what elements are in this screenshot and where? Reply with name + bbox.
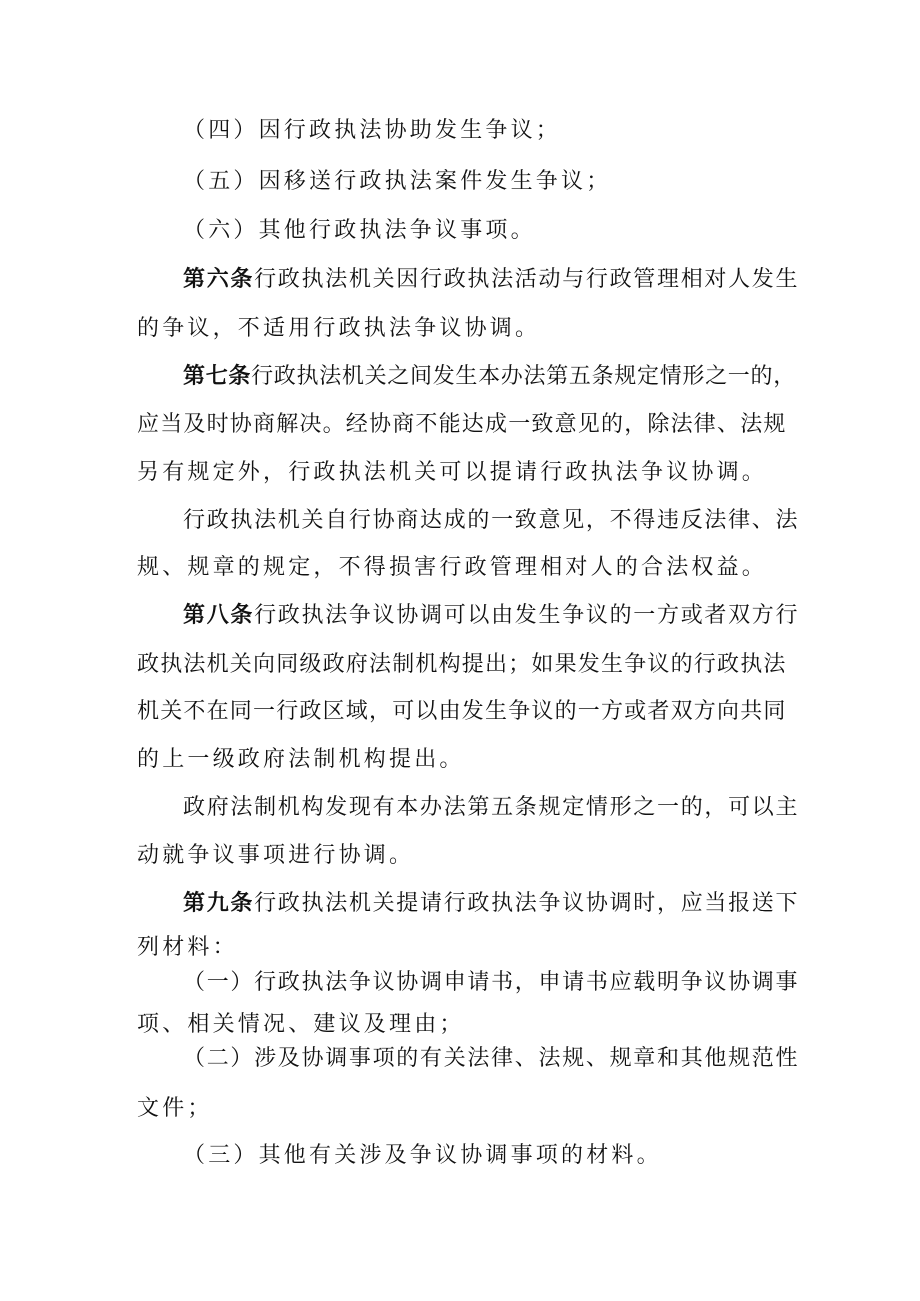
article-8-line-4: 的上一级政府法制机构提出。 — [137, 747, 465, 772]
article-7-para-2-line-1: 行政执法机关自行协商达成的一致意见，不得违反法律、法 — [183, 508, 800, 533]
article-9-line-2: 列材料： — [137, 935, 238, 960]
article-7-heading: 第七条 — [183, 364, 252, 389]
article-7-line-1 — [183, 362, 796, 392]
article-9-item-2-line-1: （二）涉及协调事项的有关法律、法规、规章和其他规范性 — [183, 1046, 800, 1071]
article-8-line-1 — [183, 601, 799, 631]
article-9-item-1-line-1: （一）行政执法争议协调申请书，申请书应载明争议协调事 — [183, 970, 800, 995]
item-5: （五）因移送行政执法案件发生争议； — [183, 169, 612, 194]
article-9-heading: 第九条 — [183, 891, 255, 916]
article-6-heading: 第六条 — [183, 267, 255, 292]
article-9-item-2-line-2: 文件； — [137, 1096, 213, 1121]
article-7-para-2-line-2: 规、规章的规定，不得损害行政管理相对人的合法权益。 — [137, 555, 768, 580]
article-8-text-1: 行政执法争议协调可以由发生争议的一方或者双方行 — [254, 603, 800, 628]
article-8-para-2-line-1: 政府法制机构发现有本办法第五条规定情形之一的，可以主 — [183, 795, 800, 820]
article-8-heading: 第八条 — [183, 603, 255, 628]
article-9-text-1: 行政执法机关提请行政执法争议协调时，应当报送下 — [254, 891, 800, 916]
article-9-item-1-line-2: 项、相关情况、建议及理由； — [137, 1012, 465, 1037]
article-6-line-1 — [183, 265, 799, 295]
article-6-line-2: 的争议，不适用行政执法争议协调。 — [137, 316, 541, 341]
article-9-item-3: （三）其他有关涉及争议协调事项的材料。 — [183, 1143, 662, 1168]
article-7-text-1: 行政执法机关之间发生本办法第五条规定情形之一的， — [251, 364, 796, 389]
item-6: （六）其他行政执法争议事项。 — [183, 218, 536, 243]
item-4: （四）因行政执法协助发生争议； — [183, 118, 562, 143]
article-8-line-2: 政执法机关向同级政府法制机构提出；如果发生争议的行政执法 — [137, 652, 787, 677]
article-6-text-1: 行政执法机关因行政执法活动与行政管理相对人发生 — [254, 267, 800, 292]
article-7-line-3: 另有规定外，行政执法机关可以提请行政执法争议协调。 — [137, 460, 768, 485]
article-7-line-2: 应当及时协商解决。经协商不能达成一致意见的，除法律、法规 — [137, 412, 787, 437]
article-9-line-1 — [183, 889, 799, 919]
article-8-para-2-line-2: 动就争议事项进行协调。 — [137, 843, 415, 868]
article-8-line-3: 机关不在同一行政区域，可以由发生争议的一方或者双方向共同 — [137, 699, 787, 724]
